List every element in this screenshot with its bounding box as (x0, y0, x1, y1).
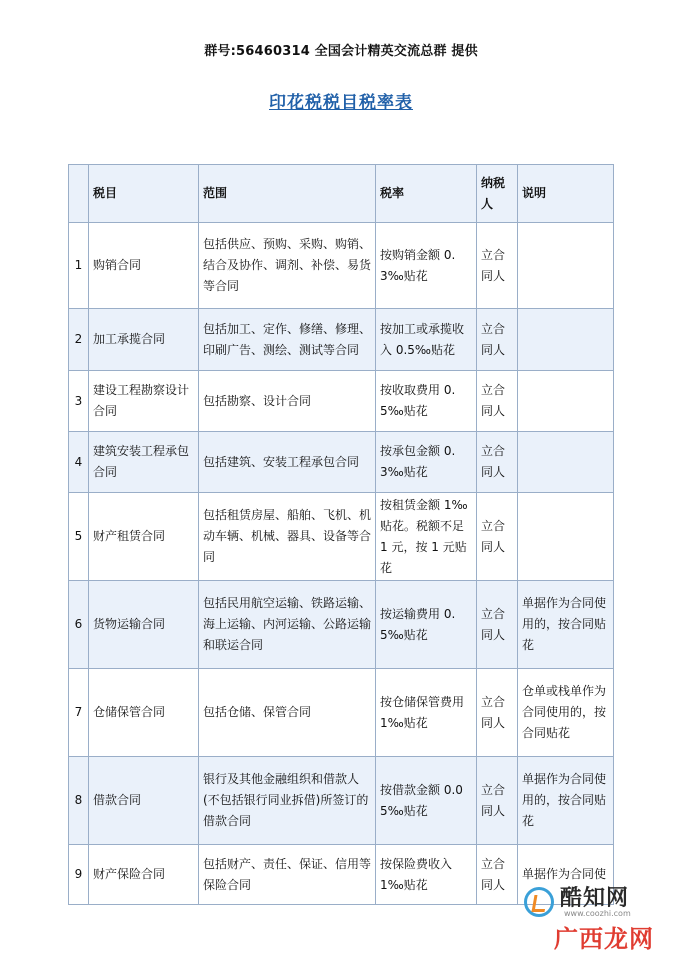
row-payer: 立合同人 (477, 223, 518, 309)
row-scope: 包括供应、预购、采购、购销、结合及协作、调剂、补偿、易货等合同 (199, 223, 376, 309)
row-payer: 立合同人 (477, 845, 518, 905)
header-note: 说明 (518, 165, 614, 223)
group-info-line: 群号:56460314 全国会计精英交流总群 提供 (204, 44, 478, 59)
row-num: 1 (69, 223, 89, 309)
row-rate: 按仓储保管费用 1‰贴花 (376, 669, 477, 757)
table-row (69, 581, 614, 669)
row-note (518, 223, 614, 309)
row-rate: 按收取费用 0.5‰贴花 (376, 371, 477, 432)
row-note: 单据作为合同使用的，按合同贴花 (518, 581, 614, 669)
header-rate: 税率 (376, 165, 477, 223)
header-num (69, 165, 89, 223)
row-scope: 包括建筑、安装工程承包合同 (199, 432, 376, 493)
row-num: 7 (69, 669, 89, 757)
row-note: 仓单或栈单作为合同使用的，按合同贴花 (518, 669, 614, 757)
row-scope: 包括加工、定作、修缮、修理、印刷广告、测绘、测试等合同 (199, 309, 376, 371)
row-num: 2 (69, 309, 89, 371)
row-item: 财产保险合同 (89, 845, 199, 905)
header-item: 税目 (89, 165, 199, 223)
row-note (518, 371, 614, 432)
row-payer: 立合同人 (477, 757, 518, 845)
tax-rate-table (68, 164, 614, 905)
table-row (69, 669, 614, 757)
row-scope: 银行及其他金融组织和借款人(不包括银行同业拆借)所签订的借款合同 (199, 757, 376, 845)
table-row (69, 371, 614, 432)
row-item: 借款合同 (89, 757, 199, 845)
row-num: 9 (69, 845, 89, 905)
table-row (69, 432, 614, 493)
row-scope: 包括财产、责任、保证、信用等保险合同 (199, 845, 376, 905)
row-num: 4 (69, 432, 89, 493)
table-row (69, 309, 614, 371)
row-item: 货物运输合同 (89, 581, 199, 669)
watermark-url: www.coozhi.com (564, 909, 631, 918)
row-note: 单据作为合同使 (518, 845, 614, 905)
row-scope: 包括租赁房屋、船舶、飞机、机动车辆、机械、器具、设备等合同 (199, 493, 376, 581)
row-scope: 包括仓储、保管合同 (199, 669, 376, 757)
row-num: 6 (69, 581, 89, 669)
row-rate: 按借款金额 0.05‰贴花 (376, 757, 477, 845)
watermark-name-bottom: 广西龙网 (554, 925, 654, 953)
row-rate: 按购销金额 0.3‰贴花 (376, 223, 477, 309)
site-watermark (524, 879, 674, 951)
row-payer: 立合同人 (477, 309, 518, 371)
row-rate: 按运输费用 0.5‰贴花 (376, 581, 477, 669)
row-payer: 立合同人 (477, 432, 518, 493)
row-item: 仓储保管合同 (89, 669, 199, 757)
row-item: 建筑安装工程承包合同 (89, 432, 199, 493)
row-rate: 按加工或承揽收入 0.5‰贴花 (376, 309, 477, 371)
table-row (69, 493, 614, 581)
row-payer: 立合同人 (477, 371, 518, 432)
row-num: 3 (69, 371, 89, 432)
row-payer: 立合同人 (477, 581, 518, 669)
header-payer: 纳税人 (477, 165, 518, 223)
row-item: 购销合同 (89, 223, 199, 309)
table-header-row (69, 165, 614, 223)
watermark-logo-icon (524, 887, 554, 917)
row-item: 财产租赁合同 (89, 493, 199, 581)
row-rate: 按承包金额 0.3‰贴花 (376, 432, 477, 493)
table-row (69, 223, 614, 309)
row-num: 8 (69, 757, 89, 845)
row-rate: 按保险费收入 1‰贴花 (376, 845, 477, 905)
row-scope: 包括勘察、设计合同 (199, 371, 376, 432)
table-row (69, 757, 614, 845)
row-note (518, 309, 614, 371)
row-scope: 包括民用航空运输、铁路运输、海上运输、内河运输、公路运输和联运合同 (199, 581, 376, 669)
watermark-name-top: 酷知网 (560, 886, 630, 911)
row-item: 加工承揽合同 (89, 309, 199, 371)
row-note (518, 432, 614, 493)
header-scope: 范围 (199, 165, 376, 223)
row-payer: 立合同人 (477, 669, 518, 757)
row-num: 5 (69, 493, 89, 581)
row-item: 建设工程勘察设计合同 (89, 371, 199, 432)
row-rate: 按租赁金额 1‰贴花。税额不足 1 元，按 1 元贴花 (376, 493, 477, 581)
row-note (518, 493, 614, 581)
row-note: 单据作为合同使用的，按合同贴花 (518, 757, 614, 845)
document-title[interactable]: 印花税税目税率表 (269, 93, 413, 113)
row-payer: 立合同人 (477, 493, 518, 581)
